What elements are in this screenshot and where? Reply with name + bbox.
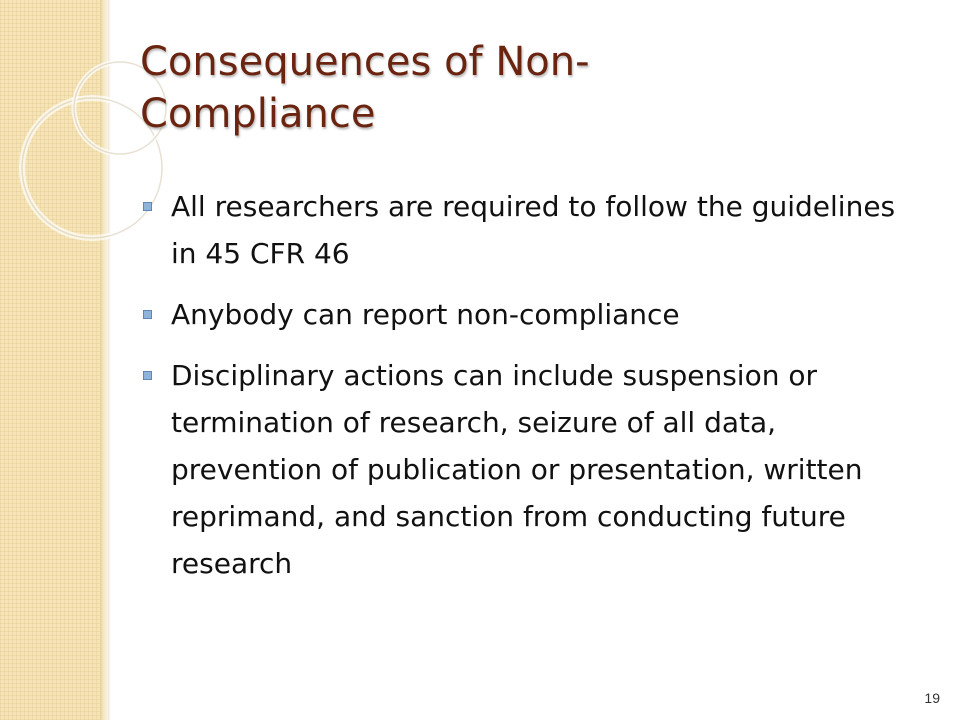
bullet-item (140, 291, 920, 338)
square-bullet-icon (143, 371, 152, 380)
slide-title: Consequences of Non- Compliance (140, 39, 590, 137)
bullet-text: Anybody can report non-compliance (171, 298, 680, 331)
bullet-text: Disciplinary actions can include suspension or termination of research, seizure of all data, prevention of publication or presentation, written reprimand, and sanction from conducting future research (171, 359, 863, 580)
bullet-item (140, 352, 920, 587)
bullet-text: All researchers are required to follow the guidelines in 45 CFR 46 (171, 190, 896, 270)
square-bullet-icon (143, 310, 152, 319)
slide-number: 19 (924, 690, 940, 706)
square-bullet-icon (143, 202, 152, 211)
bullet-item (140, 183, 920, 277)
bullet-list (140, 183, 920, 601)
